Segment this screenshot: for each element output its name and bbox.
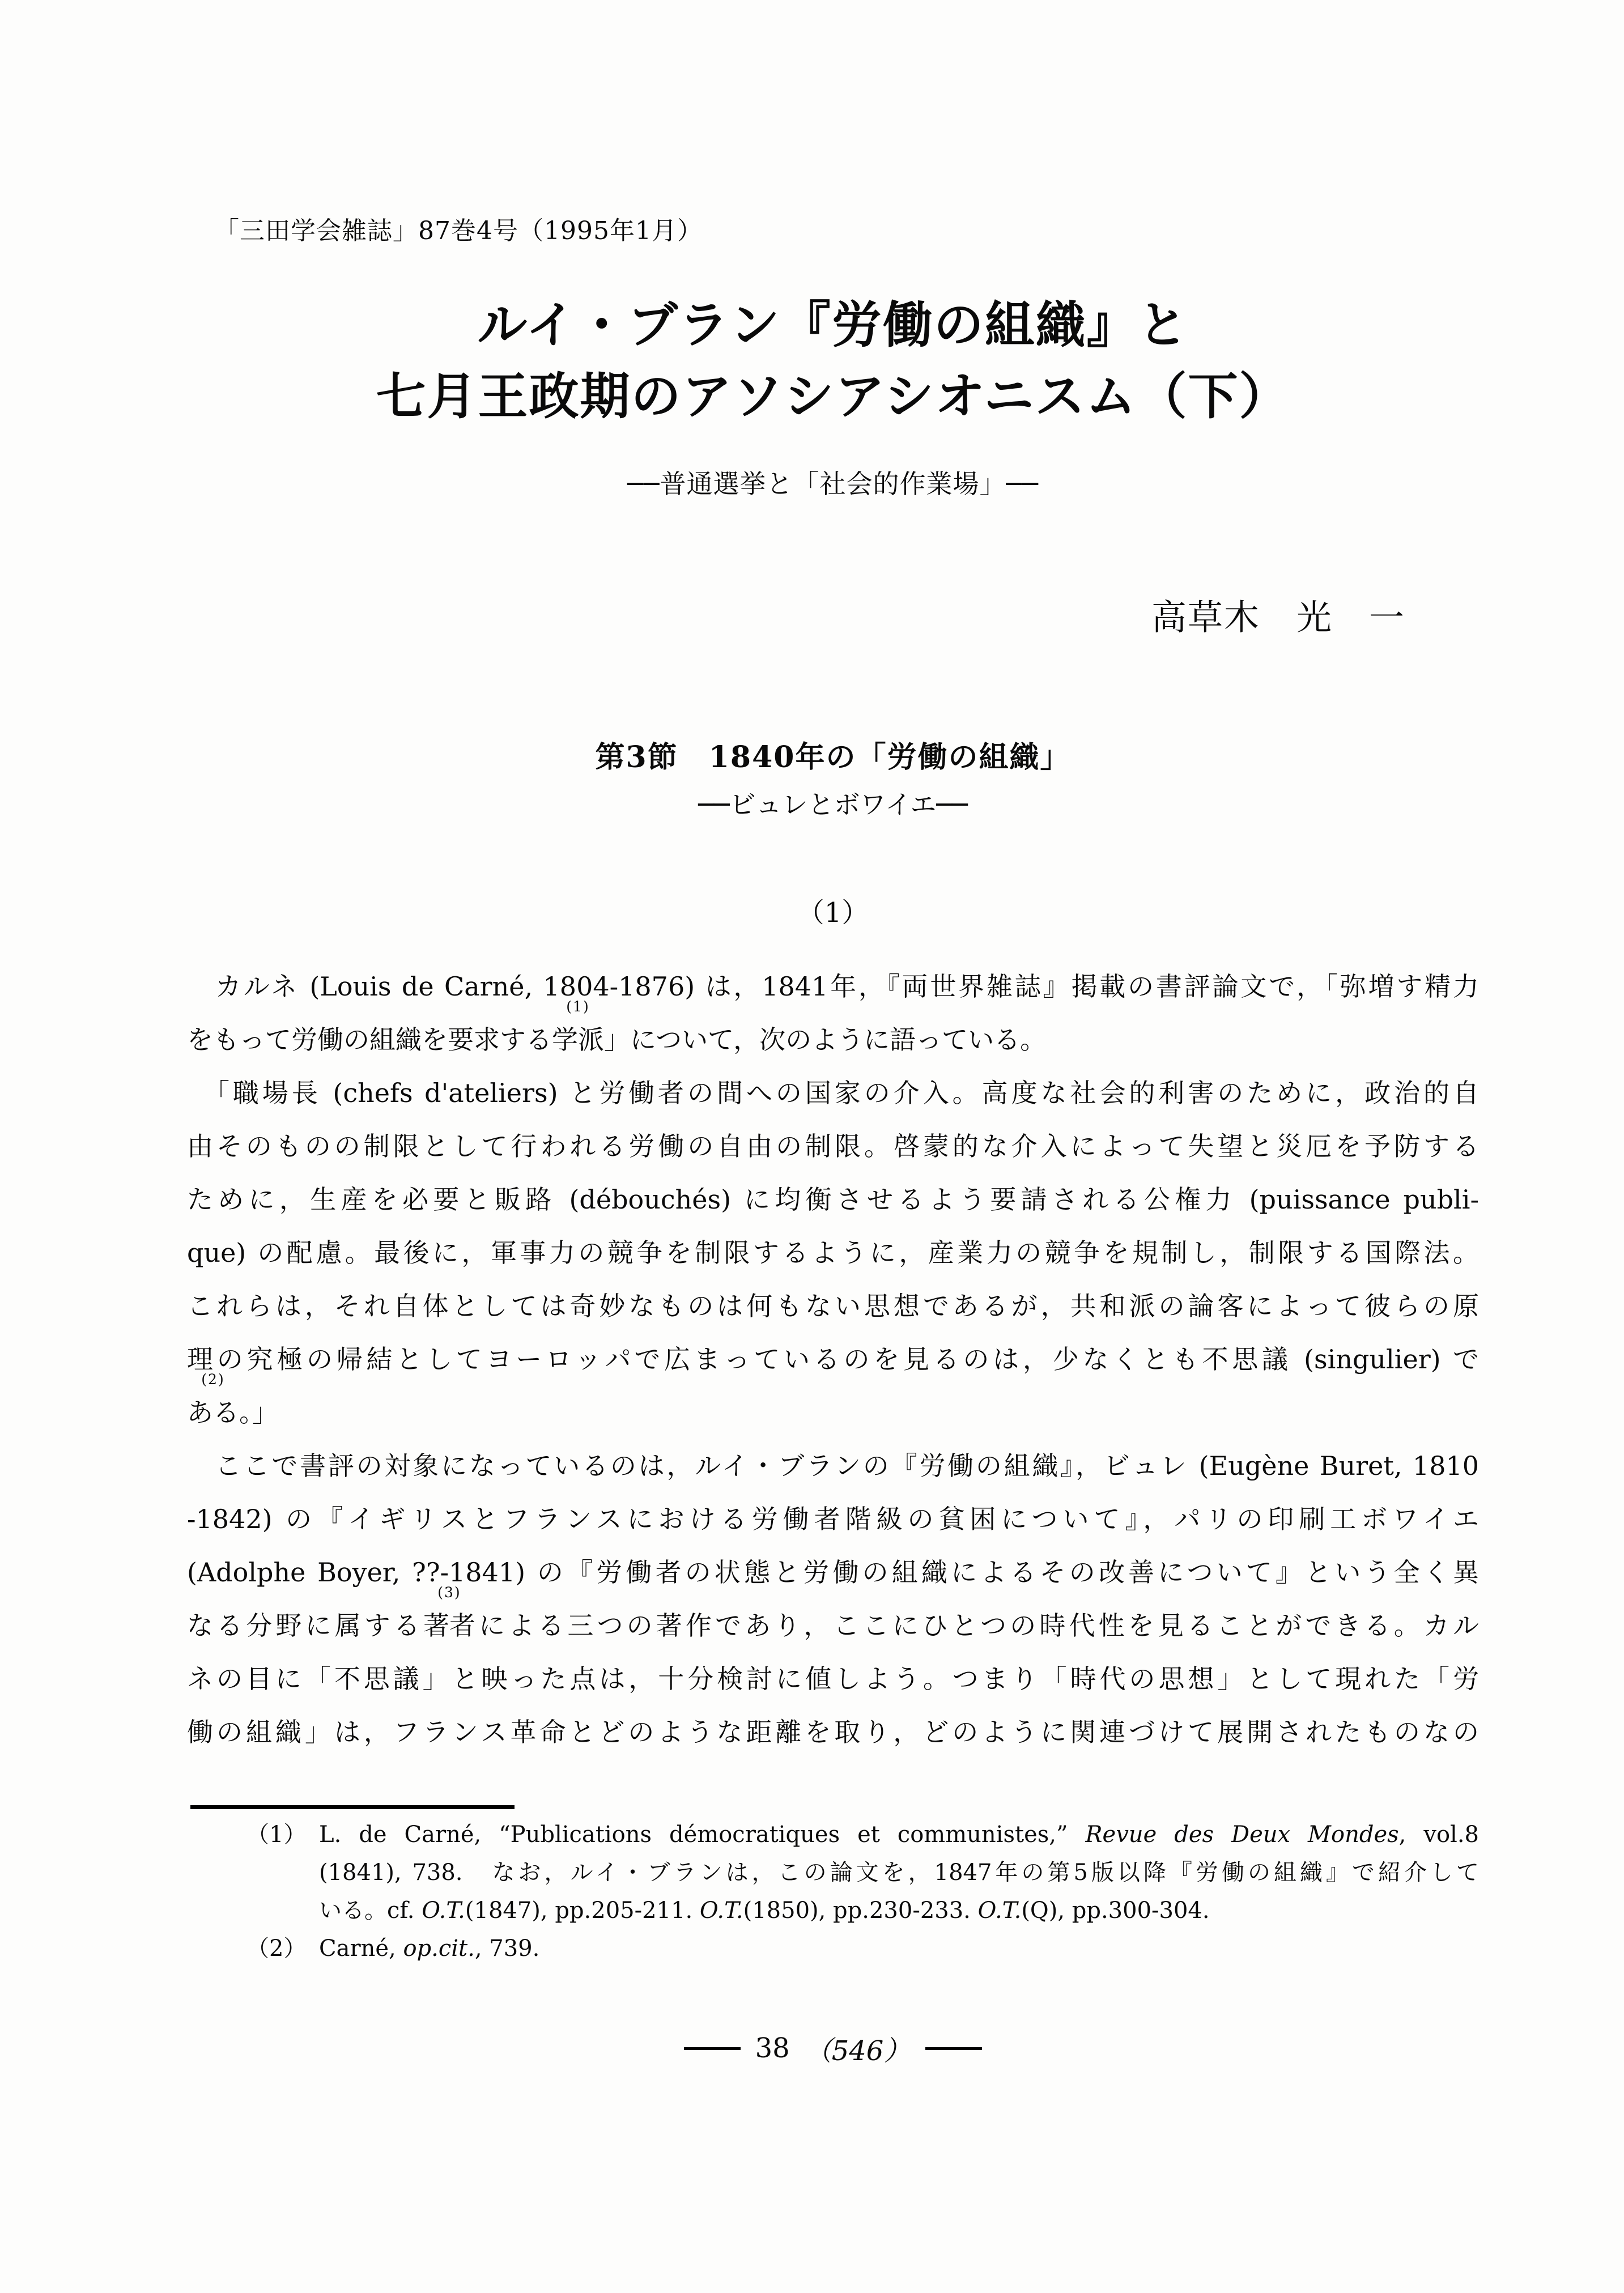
footnote-line: いる。cf. O.T.(1847), pp.205-211. O.T.(1850), pp.230-233. O.T.(Q), pp.300-304. <box>319 1898 1210 1924</box>
journal-header: 「三田学会雑誌」87巻4号（1995年1月） <box>214 216 703 245</box>
part-number: （1） <box>797 897 869 929</box>
author-name: 高草木 光 一 <box>1151 597 1405 638</box>
body-line: que) の配慮。最後に，軍事力の競争を制限するように，産業力の競争を規制し，制限する国際法。 <box>187 1237 1479 1268</box>
body-line: 理の究極の帰結としてヨーロッパで広まっているのを見るのは，少なくとも不思議 (singulier) で <box>187 1344 1479 1375</box>
paragraph <box>187 1439 1479 1759</box>
article-subtitle: ──普通選挙と「社会的作業場」── <box>627 469 1039 499</box>
folio-number: （546） <box>804 2035 911 2067</box>
section-heading: 第3節 1840年の「労働の組織」 <box>595 740 1071 775</box>
page-number-footer <box>187 2031 1479 2065</box>
footnote-ref: (2) <box>201 1371 225 1388</box>
footnote-text <box>319 1816 1479 1930</box>
page-number: 38 <box>755 2032 790 2064</box>
body-text <box>187 960 1479 1759</box>
body-line: なる分野に属する著者 (3) による三つの著作であり，ここにひとつの時代性を見ることができる。カル <box>187 1584 1479 1641</box>
body-line: カルネ (Louis de Carné, 1804-1876) は，1841年，『両世界雑誌』掲載の書評論文で，「弥増す精力 <box>187 971 1479 1002</box>
body-line: 働の組織」は，フランス革命とどのような距離を取り，どのように関連づけて展開されたものなの <box>187 1717 1479 1747</box>
body-line: これらは，それ自体としては奇妙なものは何もない思想であるが，共和派の論客によって彼らの原 <box>187 1291 1479 1321</box>
article-title-line-1: ルイ・ブラン『労働の組織』と <box>477 295 1189 354</box>
footnote-ref: (3) <box>437 1584 461 1601</box>
body-line: ために，生産を必要と販路 (débouchés) に均衡させるよう要請される公権力 (puissance publi- <box>187 1184 1479 1215</box>
footer-rule-right <box>925 2047 982 2050</box>
paragraph <box>187 1066 1479 1439</box>
paragraph <box>187 960 1479 1066</box>
footnote-ref: (1) <box>566 998 590 1015</box>
body-line: ネの目に「不思議」と映った点は，十分検討に値しよう。つまり「時代の思想」として現れた「労 <box>187 1664 1479 1694</box>
body-line: ここで書評の対象になっているのは，ルイ・ブランの『労働の組織』，ビュレ (Eugène Buret, 1810 <box>187 1450 1479 1481</box>
footnote <box>246 1930 1479 1968</box>
section-subheading: ──ビュレとボワイエ── <box>698 789 968 820</box>
article-title-line-2: 七月王政期のアソシアシオニスム（下） <box>376 367 1290 426</box>
footnotes <box>246 1816 1479 1968</box>
footnote-line: (1841), 738. なお，ルイ・ブランは，この論文を，1847年の第5版以降『労働の組織』で紹介して <box>319 1860 1479 1886</box>
footnote-marker: （2） <box>246 1935 307 1962</box>
body-line: 由そのものの制限として行われる労働の自由の制限。啓蒙的な介入によって失望と災厄を予防する <box>187 1131 1480 1162</box>
body-line: 「職場長 (chefs d'ateliers) と労働者の間への国家の介入。高度な社会的利害のために，政治的自 <box>187 1078 1479 1108</box>
footnote-line: L. de Carné, “Publications démocratiques et communistes,” Revue des Deux Mondes, vol.8 <box>319 1822 1479 1848</box>
footer-rule-left <box>684 2047 741 2050</box>
body-line: をもって労働の組織を要求する学派 (1) 」について，次のように語っている。 <box>187 998 1047 1055</box>
footnote <box>246 1816 1479 1930</box>
footnote-separator <box>190 1805 515 1809</box>
body-line: (Adolphe Boyer, ??-1841) の『労働者の状態と労働の組織によるその改善について』という全く異 <box>187 1557 1479 1588</box>
body-line: ある (2) 。」 <box>187 1371 278 1428</box>
footnote-marker: （1） <box>246 1822 307 1848</box>
article-title <box>187 289 1479 432</box>
body-line: -1842) の『イギリスとフランスにおける労働者階級の貧困について』，パリの印刷工ボワイエ <box>187 1504 1479 1534</box>
footnote-line: Carné, op.cit., 739. <box>319 1935 540 1962</box>
footnote-text <box>319 1930 1479 1968</box>
